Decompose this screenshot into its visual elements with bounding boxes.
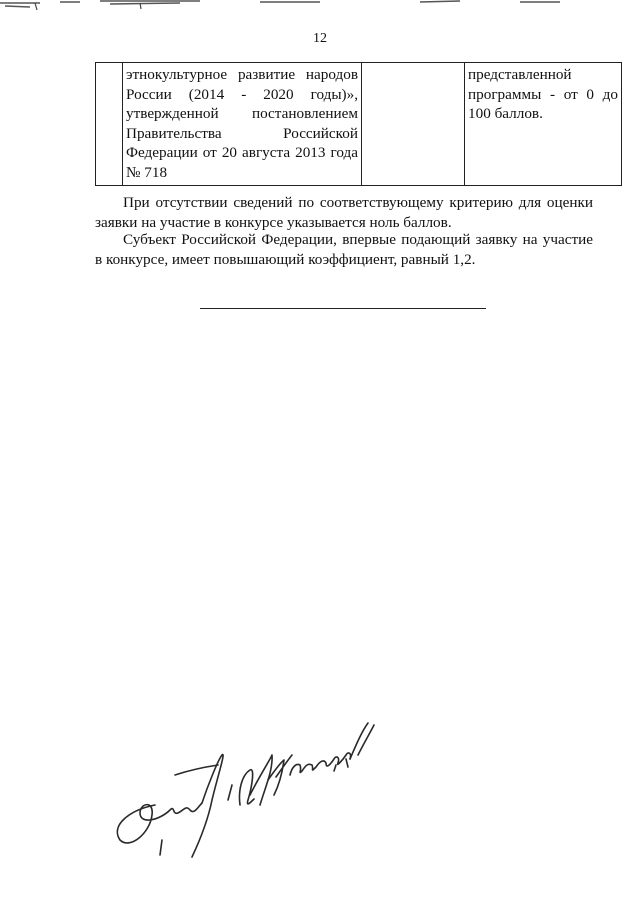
paragraph-zero-points xyxy=(95,193,593,233)
table-cell-index xyxy=(96,63,123,186)
handwritten-signature xyxy=(100,715,400,865)
paragraph-text: При отсутствии сведений по соответствующему критерию для оценки заявки на участие в конкурсе указывается ноль баллов. xyxy=(95,194,593,231)
criterion-line: России (2014 - 2020 годы)», xyxy=(126,85,358,103)
criterion-line: Федерации от 20 августа 2013 года xyxy=(126,144,358,161)
table-cell-weight xyxy=(362,63,465,186)
scan-artifacts xyxy=(0,0,640,14)
criterion-line: этнокультурное развитие народов xyxy=(126,66,358,83)
paragraph-coefficient xyxy=(95,230,593,270)
criterion-line: утвержденной постановлением xyxy=(126,105,358,122)
criteria-table xyxy=(95,62,622,186)
score-line: программы - от 0 до xyxy=(468,85,618,103)
criterion-line: Правительства Российской xyxy=(126,124,358,142)
table-cell-criterion xyxy=(123,63,362,186)
page-number: 12 xyxy=(313,31,327,46)
criterion-line: № 718 xyxy=(126,163,168,181)
table-row xyxy=(96,63,622,186)
table-cell-score xyxy=(465,63,622,186)
score-line: представленной xyxy=(468,66,572,83)
section-divider xyxy=(200,308,486,309)
paragraph-text: Субъект Российской Федерации, впервые подающий заявку на участие в конкурсе, имеет повышающий коэффициент, равный 1,2. xyxy=(95,231,593,268)
score-line: 100 баллов. xyxy=(468,105,543,122)
